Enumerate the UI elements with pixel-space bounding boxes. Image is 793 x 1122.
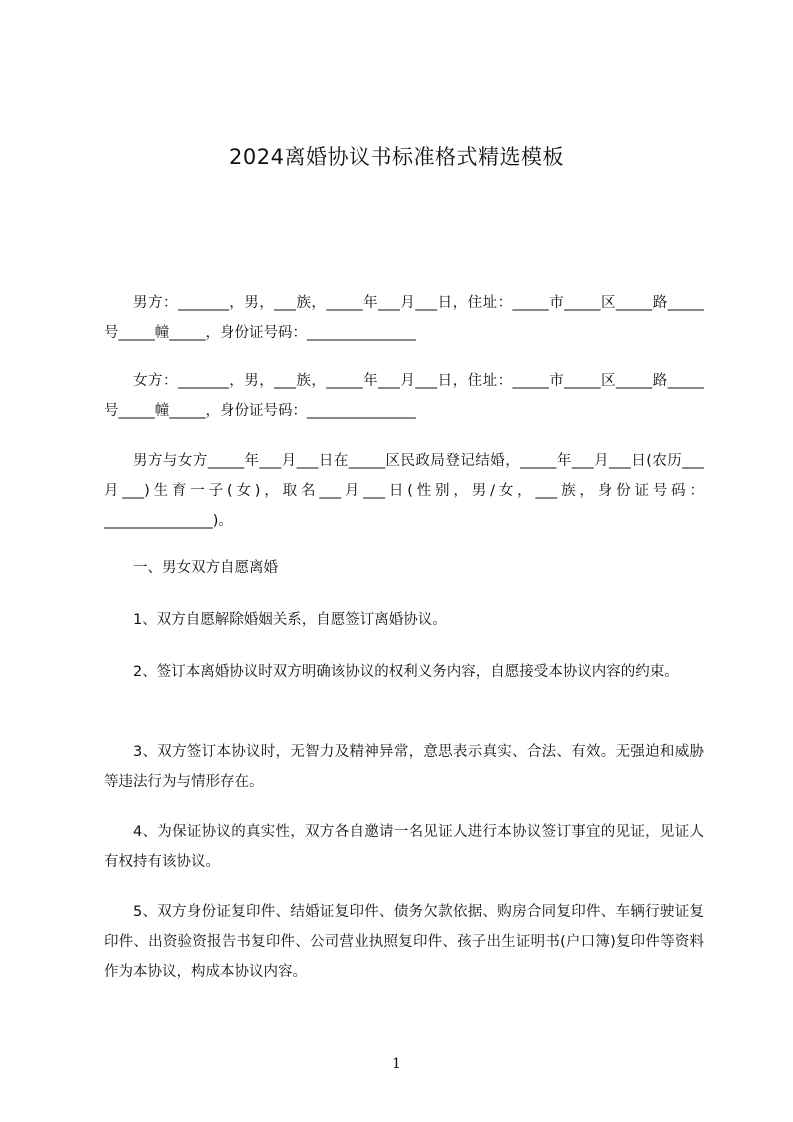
section-one-heading: 一、男女双方自愿离婚	[133, 560, 278, 576]
clause-4-paragraph: 4、为保证协议的真实性，双方各自邀请一名见证人进行本协议签订事宜的见证，见证人有权持有该协议。	[104, 824, 704, 870]
clause-1-paragraph: 1、双方自愿解除婚姻关系，自愿签订离婚协议。	[133, 612, 447, 628]
clause-3-paragraph: 3、双方签订本协议时，无智力及精神异常，意思表示真实、合法、有效。无强迫和威胁等违法行为与情形存在。	[104, 744, 704, 790]
page-number: 1	[392, 1056, 401, 1072]
document-title: 2024离婚协议书标准格式精选模板	[229, 145, 564, 169]
clause-5-paragraph: 5、双方身份证复印件、结婚证复印件、债务欠款依据、购房合同复印件、车辆行驶证复印件、出资验资报告书复印件、公司营业执照复印件、孩子出生证明书(户口簿)复印件等资料作为本协议，构成本协议内容。	[104, 904, 704, 980]
male-party-paragraph: 男方：_______，男，___族，_____年___月___日，住址：_____市_____区_____路_____号_____幢_____，身份证号码：_______________	[104, 295, 704, 341]
female-party-paragraph: 女方：_______，男，___族，_____年___月___日，住址：_____市_____区_____路_____号_____幢_____，身份证号码：_______________	[104, 373, 704, 419]
marriage-info-paragraph: 男方与女方_____年___月___日在_____区民政局登记结婚，_____年___月___日(农历___月___)生育一子(女)，取名___月___日(性别，男/女，___族，身份证号码：_______________)。	[104, 453, 704, 529]
clause-2-paragraph: 2、签订本离婚协议时双方明确该协议的权利义务内容，自愿接受本协议内容的约束。	[133, 664, 679, 680]
